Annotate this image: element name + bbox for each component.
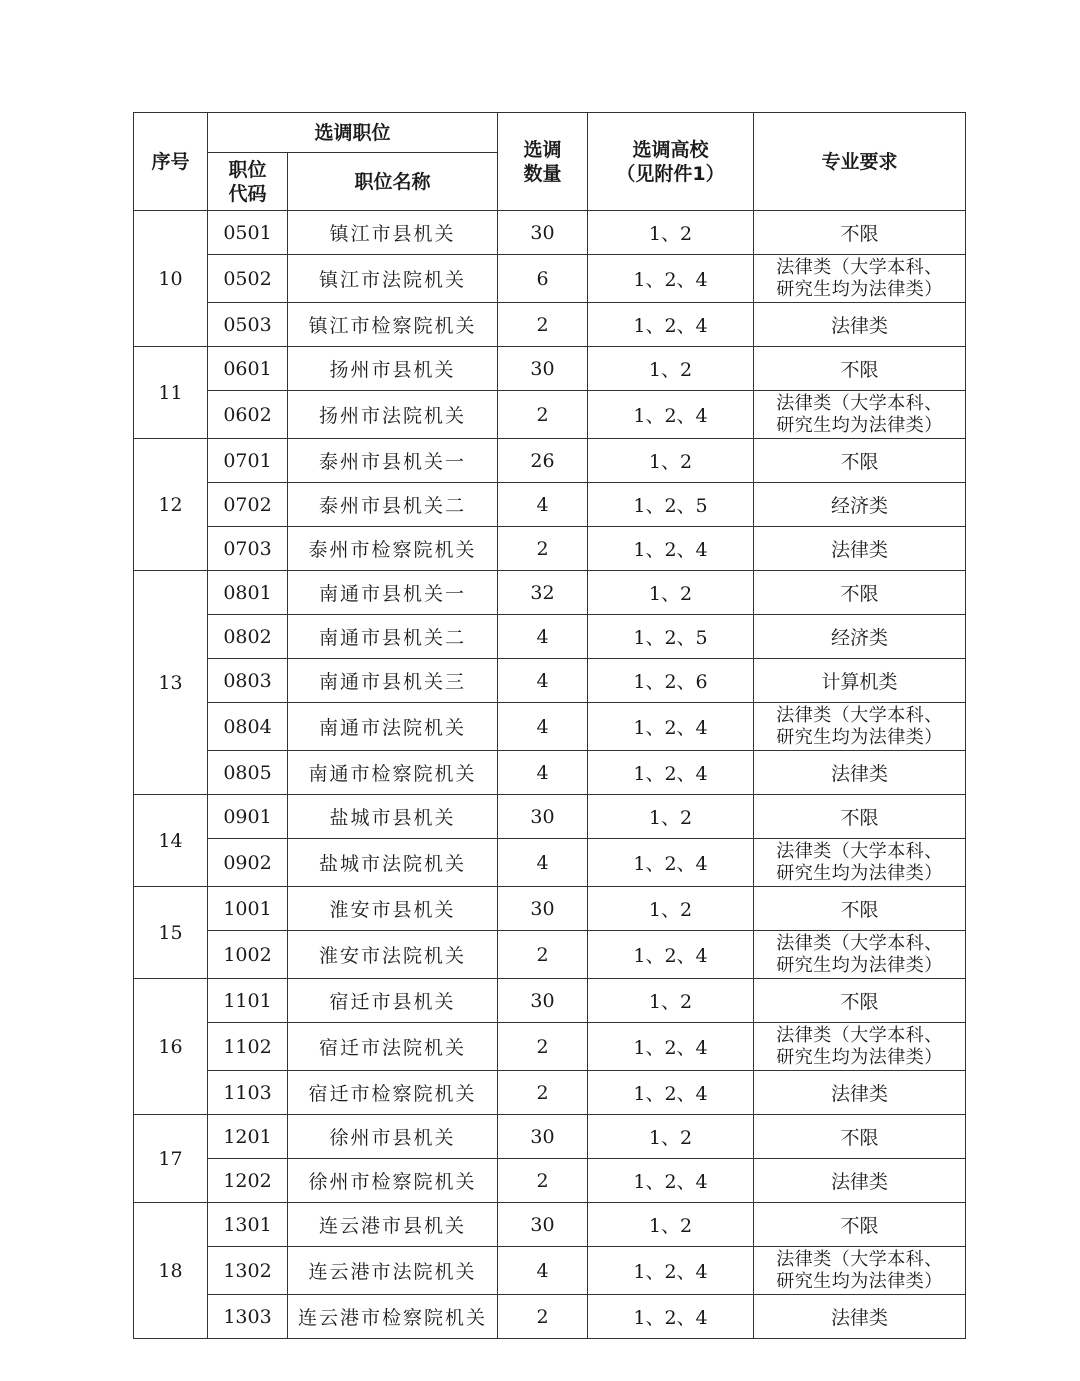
table-row bbox=[134, 1295, 966, 1339]
cell-name: 南通市法院机关 bbox=[288, 703, 498, 751]
cell-code: 0902 bbox=[208, 839, 288, 887]
cell-name: 连云港市县机关 bbox=[288, 1203, 498, 1247]
table-row bbox=[134, 703, 966, 751]
cell-count: 2 bbox=[498, 391, 588, 439]
cell-major: 不限 bbox=[754, 887, 966, 931]
cell-name: 盐城市县机关 bbox=[288, 795, 498, 839]
cell-schools: 1、2、5 bbox=[588, 483, 754, 527]
cell-name: 扬州市法院机关 bbox=[288, 391, 498, 439]
header-seq: 序号 bbox=[134, 113, 208, 211]
cell-count: 4 bbox=[498, 839, 588, 887]
cell-name: 镇江市检察院机关 bbox=[288, 303, 498, 347]
cell-count: 2 bbox=[498, 1295, 588, 1339]
cell-code: 1102 bbox=[208, 1023, 288, 1071]
header-count bbox=[498, 113, 588, 211]
table-row bbox=[134, 839, 966, 887]
cell-code: 0701 bbox=[208, 439, 288, 483]
cell-schools: 1、2 bbox=[588, 795, 754, 839]
cell-code: 1301 bbox=[208, 1203, 288, 1247]
table-row bbox=[134, 255, 966, 303]
table-row bbox=[134, 659, 966, 703]
cell-schools: 1、2、4 bbox=[588, 931, 754, 979]
cell-major: 不限 bbox=[754, 347, 966, 391]
cell-code: 1201 bbox=[208, 1115, 288, 1159]
table-row bbox=[134, 347, 966, 391]
cell-schools: 1、2 bbox=[588, 211, 754, 255]
cell-major: 不限 bbox=[754, 1203, 966, 1247]
cell-seq: 11 bbox=[134, 347, 208, 439]
cell-count: 4 bbox=[498, 703, 588, 751]
cell-code: 0805 bbox=[208, 751, 288, 795]
cell-major: 不限 bbox=[754, 211, 966, 255]
cell-count: 4 bbox=[498, 659, 588, 703]
cell-name: 南通市检察院机关 bbox=[288, 751, 498, 795]
cell-code: 1302 bbox=[208, 1247, 288, 1295]
cell-major: 法律类 bbox=[754, 1071, 966, 1115]
cell-code: 1103 bbox=[208, 1071, 288, 1115]
cell-schools: 1、2、4 bbox=[588, 391, 754, 439]
cell-major: 计算机类 bbox=[754, 659, 966, 703]
cell-major: 经济类 bbox=[754, 615, 966, 659]
cell-name: 南通市县机关三 bbox=[288, 659, 498, 703]
cell-schools: 1、2、4 bbox=[588, 255, 754, 303]
cell-name: 镇江市县机关 bbox=[288, 211, 498, 255]
cell-seq: 10 bbox=[134, 211, 208, 347]
cell-seq: 14 bbox=[134, 795, 208, 887]
cell-schools: 1、2 bbox=[588, 887, 754, 931]
cell-name: 徐州市县机关 bbox=[288, 1115, 498, 1159]
cell-name: 连云港市检察院机关 bbox=[288, 1295, 498, 1339]
table-row bbox=[134, 1203, 966, 1247]
cell-schools: 1、2 bbox=[588, 347, 754, 391]
table-row bbox=[134, 1071, 966, 1115]
cell-count: 2 bbox=[498, 931, 588, 979]
cell-code: 1001 bbox=[208, 887, 288, 931]
cell-schools: 1、2 bbox=[588, 979, 754, 1023]
cell-seq: 18 bbox=[134, 1203, 208, 1339]
cell-count: 2 bbox=[498, 1159, 588, 1203]
cell-seq: 15 bbox=[134, 887, 208, 979]
table-row bbox=[134, 931, 966, 979]
cell-schools: 1、2、4 bbox=[588, 703, 754, 751]
cell-code: 0803 bbox=[208, 659, 288, 703]
cell-code: 0502 bbox=[208, 255, 288, 303]
cell-major: 不限 bbox=[754, 571, 966, 615]
header-code bbox=[208, 153, 288, 211]
table-row bbox=[134, 1115, 966, 1159]
cell-major: 法律类（大学本科、 研究生均为法律类） bbox=[754, 391, 966, 439]
cell-seq: 17 bbox=[134, 1115, 208, 1203]
cell-schools: 1、2、4 bbox=[588, 303, 754, 347]
cell-major: 法律类 bbox=[754, 527, 966, 571]
cell-code: 1303 bbox=[208, 1295, 288, 1339]
position-table bbox=[133, 112, 966, 1339]
cell-schools: 1、2 bbox=[588, 439, 754, 483]
cell-name: 南通市县机关二 bbox=[288, 615, 498, 659]
cell-code: 1202 bbox=[208, 1159, 288, 1203]
table-row bbox=[134, 795, 966, 839]
table-row bbox=[134, 887, 966, 931]
header-position-group: 选调职位 bbox=[208, 113, 498, 153]
cell-code: 0503 bbox=[208, 303, 288, 347]
cell-count: 2 bbox=[498, 303, 588, 347]
cell-name: 淮安市县机关 bbox=[288, 887, 498, 931]
header-row-1 bbox=[134, 113, 966, 153]
table-row bbox=[134, 527, 966, 571]
cell-name: 镇江市法院机关 bbox=[288, 255, 498, 303]
cell-count: 30 bbox=[498, 887, 588, 931]
cell-code: 0702 bbox=[208, 483, 288, 527]
cell-schools: 1、2、4 bbox=[588, 1159, 754, 1203]
cell-major: 不限 bbox=[754, 795, 966, 839]
cell-count: 26 bbox=[498, 439, 588, 483]
table-row bbox=[134, 391, 966, 439]
cell-schools: 1、2、4 bbox=[588, 1023, 754, 1071]
cell-schools: 1、2、6 bbox=[588, 659, 754, 703]
table-row bbox=[134, 1247, 966, 1295]
cell-name: 宿迁市检察院机关 bbox=[288, 1071, 498, 1115]
cell-name: 扬州市县机关 bbox=[288, 347, 498, 391]
cell-count: 2 bbox=[498, 1023, 588, 1071]
cell-major: 法律类（大学本科、 研究生均为法律类） bbox=[754, 839, 966, 887]
table-body bbox=[134, 211, 966, 1339]
cell-count: 30 bbox=[498, 211, 588, 255]
cell-major: 法律类 bbox=[754, 303, 966, 347]
cell-schools: 1、2、4 bbox=[588, 527, 754, 571]
cell-code: 1101 bbox=[208, 979, 288, 1023]
cell-major: 法律类（大学本科、 研究生均为法律类） bbox=[754, 1023, 966, 1071]
cell-schools: 1、2、5 bbox=[588, 615, 754, 659]
table-row bbox=[134, 439, 966, 483]
cell-code: 0501 bbox=[208, 211, 288, 255]
cell-major: 法律类（大学本科、 研究生均为法律类） bbox=[754, 931, 966, 979]
cell-code: 0804 bbox=[208, 703, 288, 751]
cell-name: 盐城市法院机关 bbox=[288, 839, 498, 887]
cell-count: 30 bbox=[498, 347, 588, 391]
cell-schools: 1、2 bbox=[588, 1115, 754, 1159]
cell-major: 法律类 bbox=[754, 751, 966, 795]
cell-schools: 1、2、4 bbox=[588, 751, 754, 795]
cell-schools: 1、2、4 bbox=[588, 1247, 754, 1295]
cell-major: 法律类 bbox=[754, 1295, 966, 1339]
hdr-code-text: 职位 代码 bbox=[228, 158, 267, 205]
cell-major: 法律类 bbox=[754, 1159, 966, 1203]
cell-count: 4 bbox=[498, 751, 588, 795]
cell-schools: 1、2 bbox=[588, 1203, 754, 1247]
cell-major: 不限 bbox=[754, 1115, 966, 1159]
hdr-schools-text: 选调高校 （见附件1） bbox=[616, 138, 725, 185]
cell-code: 0802 bbox=[208, 615, 288, 659]
cell-count: 30 bbox=[498, 1115, 588, 1159]
cell-count: 4 bbox=[498, 615, 588, 659]
cell-major: 不限 bbox=[754, 979, 966, 1023]
cell-name: 淮安市法院机关 bbox=[288, 931, 498, 979]
cell-schools: 1、2、4 bbox=[588, 1295, 754, 1339]
header-major: 专业要求 bbox=[754, 113, 966, 211]
cell-code: 0801 bbox=[208, 571, 288, 615]
cell-major: 不限 bbox=[754, 439, 966, 483]
cell-major: 法律类（大学本科、 研究生均为法律类） bbox=[754, 1247, 966, 1295]
cell-count: 30 bbox=[498, 1203, 588, 1247]
cell-count: 4 bbox=[498, 483, 588, 527]
cell-seq: 13 bbox=[134, 571, 208, 795]
cell-name: 宿迁市法院机关 bbox=[288, 1023, 498, 1071]
table-row bbox=[134, 303, 966, 347]
table-row bbox=[134, 751, 966, 795]
cell-count: 30 bbox=[498, 795, 588, 839]
cell-count: 30 bbox=[498, 979, 588, 1023]
cell-count: 2 bbox=[498, 1071, 588, 1115]
cell-name: 宿迁市县机关 bbox=[288, 979, 498, 1023]
table-row bbox=[134, 1159, 966, 1203]
cell-schools: 1、2、4 bbox=[588, 839, 754, 887]
cell-major: 法律类（大学本科、 研究生均为法律类） bbox=[754, 255, 966, 303]
cell-code: 0601 bbox=[208, 347, 288, 391]
table-row bbox=[134, 211, 966, 255]
cell-code: 0703 bbox=[208, 527, 288, 571]
cell-name: 泰州市检察院机关 bbox=[288, 527, 498, 571]
cell-name: 泰州市县机关一 bbox=[288, 439, 498, 483]
cell-seq: 12 bbox=[134, 439, 208, 571]
header-schools bbox=[588, 113, 754, 211]
cell-seq: 16 bbox=[134, 979, 208, 1115]
cell-name: 泰州市县机关二 bbox=[288, 483, 498, 527]
table-row bbox=[134, 1023, 966, 1071]
cell-code: 0901 bbox=[208, 795, 288, 839]
cell-name: 南通市县机关一 bbox=[288, 571, 498, 615]
cell-major: 法律类（大学本科、 研究生均为法律类） bbox=[754, 703, 966, 751]
cell-schools: 1、2 bbox=[588, 571, 754, 615]
cell-code: 1002 bbox=[208, 931, 288, 979]
cell-count: 4 bbox=[498, 1247, 588, 1295]
cell-name: 连云港市法院机关 bbox=[288, 1247, 498, 1295]
cell-count: 2 bbox=[498, 527, 588, 571]
table-row bbox=[134, 483, 966, 527]
header-name: 职位名称 bbox=[288, 153, 498, 211]
cell-count: 6 bbox=[498, 255, 588, 303]
cell-name: 徐州市检察院机关 bbox=[288, 1159, 498, 1203]
hdr-count-text: 选调 数量 bbox=[523, 138, 562, 185]
cell-code: 0602 bbox=[208, 391, 288, 439]
table-row bbox=[134, 615, 966, 659]
cell-count: 32 bbox=[498, 571, 588, 615]
cell-major: 经济类 bbox=[754, 483, 966, 527]
table-row bbox=[134, 979, 966, 1023]
cell-schools: 1、2、4 bbox=[588, 1071, 754, 1115]
table-row bbox=[134, 571, 966, 615]
